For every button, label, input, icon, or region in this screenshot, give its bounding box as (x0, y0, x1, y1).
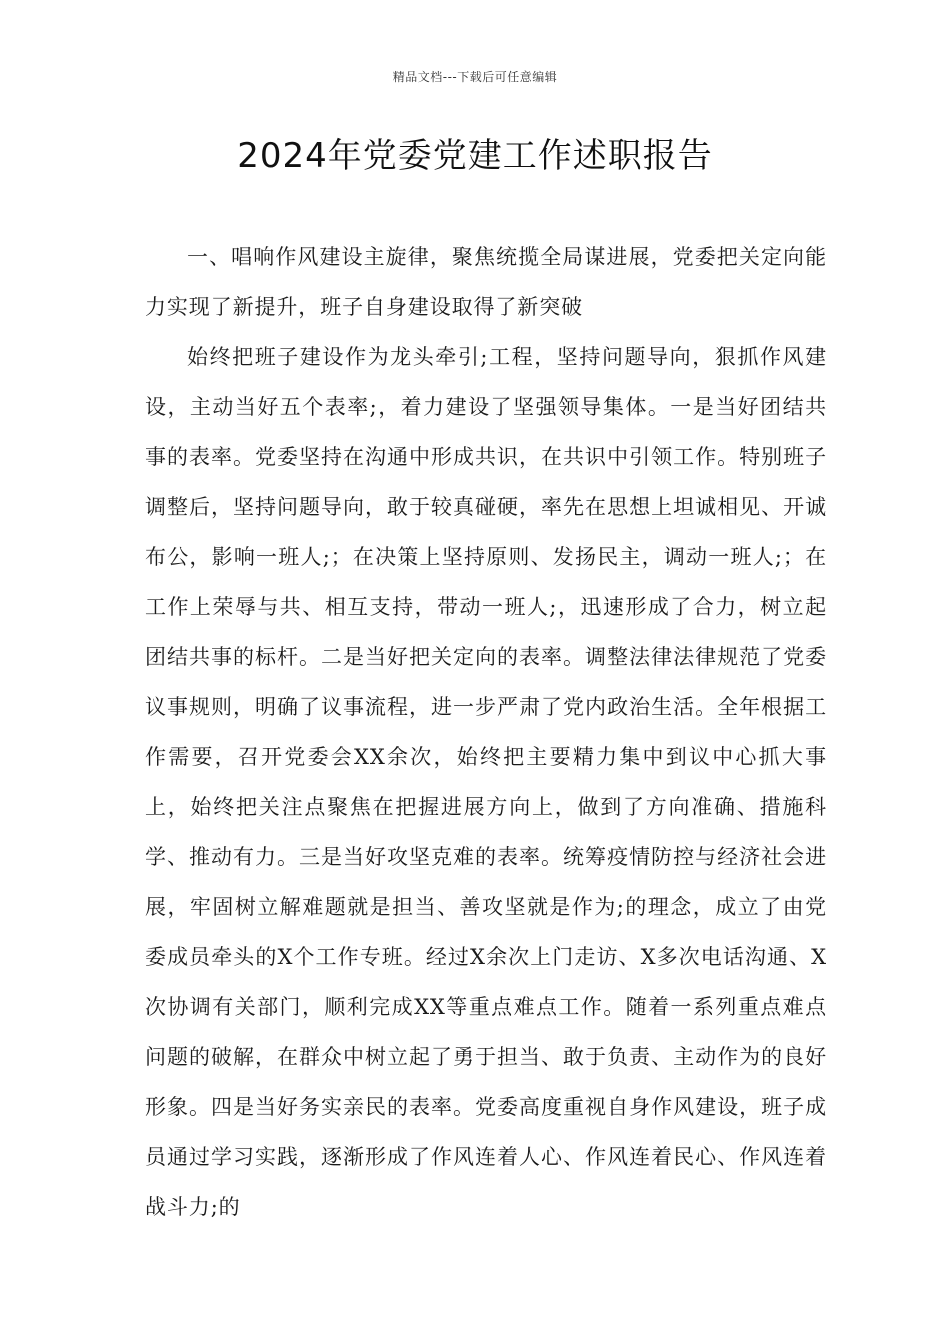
document-title: 2024年党委党建工作述职报告 (237, 136, 713, 176)
document-body (145, 232, 827, 1232)
page-header: 精品文档---下载后可任意编辑 (392, 70, 558, 84)
section-heading-paragraph: 一、唱响作风建设主旋律，聚焦统揽全局谋进展，党委把关定向能力实现了新提升，班子自身建设取得了新突破 (145, 245, 827, 319)
body-paragraph: 始终把班子建设作为龙头牵引;工程，坚持问题导向，狠抓作风建设，主动当好五个表率;，着力建设了坚强领导集体。一是当好团结共事的表率。党委坚持在沟通中形成共识，在共识中引领工作。特别班子调整后，坚持问题导向，敢于较真碰硬，率先在思想上坦诚相见、开诚布公，影响一班人;；在决策上坚持原则、发扬民主，调动一班人;；在工作上荣辱与共、相互支持，带动一班人;，迅速形成了合力，树立起团结共事的标杆。二是当好把关定向的表率。调整法律法律规范了党委议事规则，明确了议事流程，进一步严肃了党内政治生活。全年根据工作需要，召开党委会XX余次，始终把主要精力集中到议中心抓大事上，始终把关注点聚焦在把握进展方向上，做到了方向准确、措施科学、推动有力。三是当好攻坚克难的表率。统筹疫情防控与经济社会进展，牢固树立解难题就是担当、善攻坚就是作为;的理念，成立了由党委成员牵头的X个工作专班。经过X余次上门走访、X多次电话沟通、X次协调有关部门，顺利完成XX等重点难点工作。随着一系列重点难点问题的破解，在群众中树立起了勇于担当、敢于负责、主动作为的良好形象。四是当好务实亲民的表率。党委高度重视自身作风建设，班子成员通过学习实践，逐渐形成了作风连着人心、作风连着民心、作风连着战斗力;的 (145, 345, 827, 1219)
